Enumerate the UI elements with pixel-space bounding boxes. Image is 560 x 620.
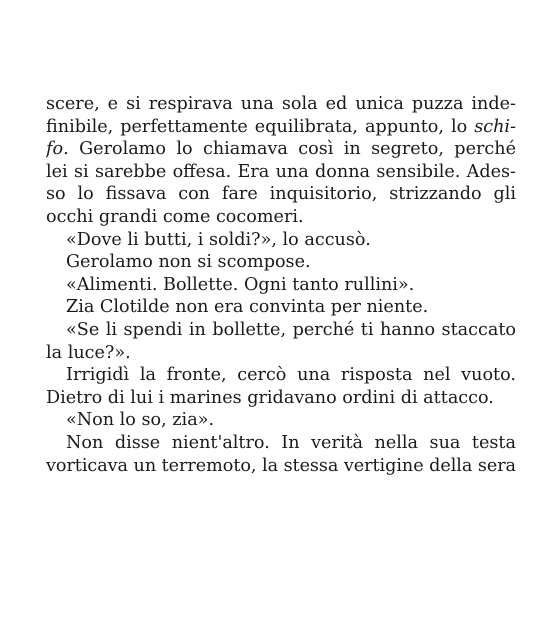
- text-line-11: «Se li spendi in bollette, perché ti hanno staccato: [66, 319, 516, 340]
- text-line-13: Irrigidì la fronte, cercò una risposta nel vuoto.: [66, 365, 516, 386]
- text-line-3: fo. Gerolamo lo chiamava così in segreto, perché: [46, 139, 516, 160]
- italic-word: schi-: [474, 116, 516, 137]
- text-line-4: lei si sarebbe offesa. Era una donna sensibile. Ades-: [46, 161, 516, 182]
- text-line-17: vorticava un terremoto, la stessa vertigine della sera: [46, 455, 516, 476]
- text-line-16: Non disse nient'altro. In verità nella sua testa: [66, 432, 516, 453]
- text-line-14: Dietro di lui i marines gridavano ordini di attacco.: [46, 387, 494, 408]
- text-line-10: Zia Clotilde non era convinta per niente.: [66, 297, 429, 318]
- text-line-5: so lo fissava con fare inquisitorio, strizzando gli: [46, 184, 516, 205]
- italic-word: fo: [46, 139, 64, 160]
- text-line-8: Gerolamo non si scompose.: [66, 252, 311, 273]
- text-line-12: la luce?».: [46, 342, 131, 363]
- text-line-6: occhi grandi come cocomeri.: [46, 206, 304, 227]
- text-line-15: «Non lo so, zia».: [66, 410, 215, 431]
- book-page-text: [46, 93, 516, 477]
- text-line-1: scere, e si respirava una sola ed unica puzza inde-: [46, 94, 516, 114]
- text-line-7: «Dove li butti, i soldi?», lo accusò.: [66, 229, 371, 250]
- text-line-2: finibile, perfettamente equilibrata, appunto, lo schi-: [46, 116, 516, 137]
- text-line-9: «Alimenti. Bollette. Ogni tanto rullini».: [66, 274, 415, 295]
